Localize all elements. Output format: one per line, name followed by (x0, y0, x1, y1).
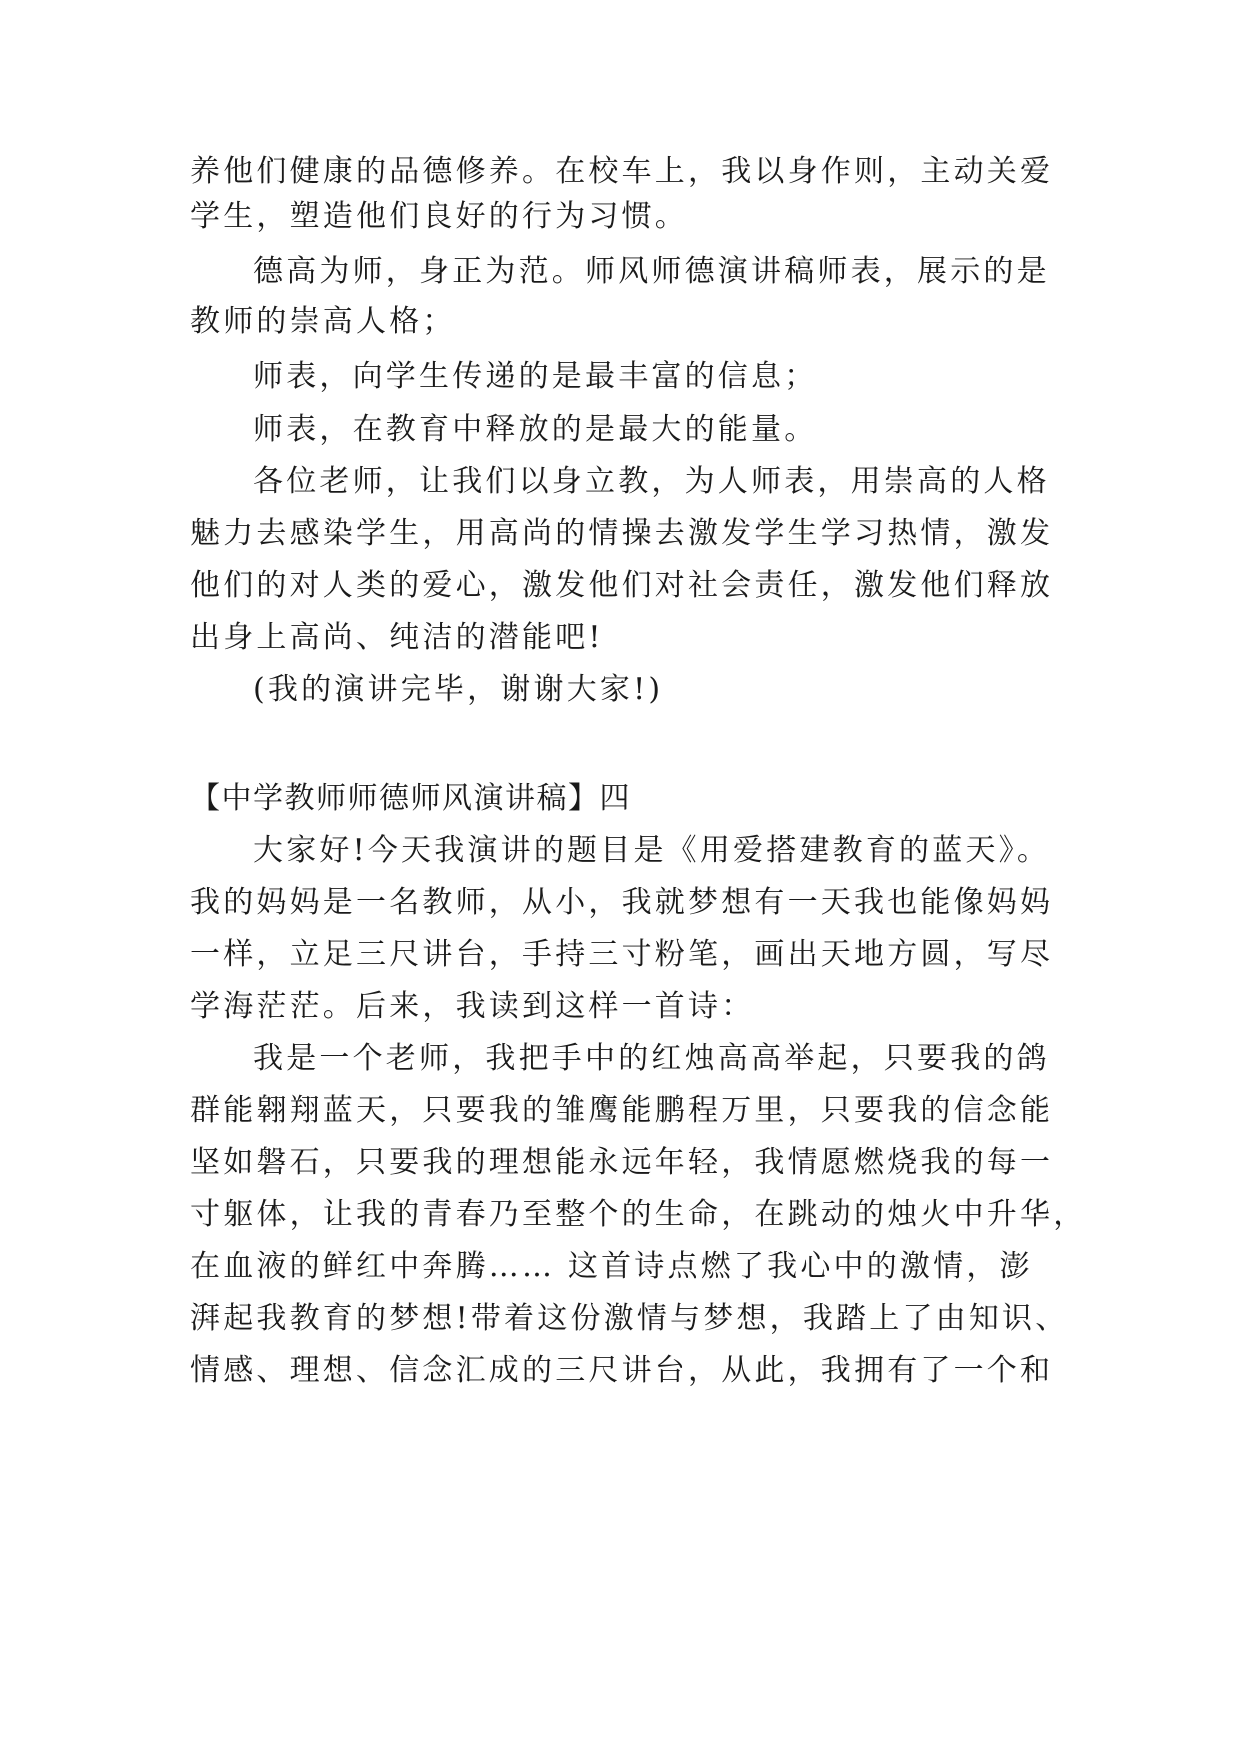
text-line: 他们的对人类的爱心，激发他们对社会责任，激发他们释放 (190, 568, 1054, 603)
paragraph-start: 各位老师，让我们以身立教，为人师表，用崇高的人格 (253, 464, 1050, 499)
text-line: 湃起我教育的梦想!带着这份激情与梦想，我踏上了由知识、 (190, 1301, 1069, 1336)
text-line: 养他们健康的品德修养。在校车上，我以身作则，主动关爱 (190, 154, 1054, 189)
paragraph-start: 大家好!今天我演讲的题目是《用爱搭建教育的蓝天》。 (253, 833, 1051, 868)
text-line: 学生，塑造他们良好的行为习惯。 (190, 199, 688, 234)
text-line: 坚如磐石，只要我的理想能永远年轻，我情愿燃烧我的每一 (190, 1145, 1054, 1180)
text-line: 一样，立足三尺讲台，手持三寸粉笔，画出天地方圆，写尽 (190, 937, 1054, 972)
closing-remark: (我的演讲完毕，谢谢大家!) (253, 672, 664, 707)
text-line: 在血液的鲜红中奔腾…… 这首诗点燃了我心中的激情，澎 (190, 1249, 1033, 1284)
text-line: 魅力去感染学生，用高尚的情操去激发学生学习热情，激发 (190, 516, 1054, 551)
paragraph-start: 师表，在教育中释放的是最大的能量。 (253, 412, 818, 447)
text-line: 寸躯体，让我的青春乃至整个的生命，在跳动的烛火中升华， (190, 1197, 1087, 1232)
text-line: 我的妈妈是一名教师，从小，我就梦想有一天我也能像妈妈 (190, 885, 1054, 920)
section-heading: 【中学教师师德师风演讲稿】四 (190, 781, 631, 816)
paragraph-start: 我是一个老师，我把手中的红烛高高举起，只要我的鸽 (253, 1041, 1050, 1076)
text-line: 群能翱翔蓝天，只要我的雏鹰能鹏程万里，只要我的信念能 (190, 1093, 1054, 1128)
text-line: 学海茫茫。后来，我读到这样一首诗： (190, 989, 755, 1024)
paragraph-start: 师表，向学生传递的是最丰富的信息； (253, 359, 818, 394)
text-line: 教师的崇高人格； (190, 304, 456, 339)
text-line: 情感、理想、信念汇成的三尺讲台，从此，我拥有了一个和 (190, 1353, 1054, 1388)
text-line: 出身上高尚、纯洁的潜能吧! (190, 620, 604, 655)
paragraph-start: 德高为师，身正为范。师风师德演讲稿师表，展示的是 (253, 254, 1050, 289)
